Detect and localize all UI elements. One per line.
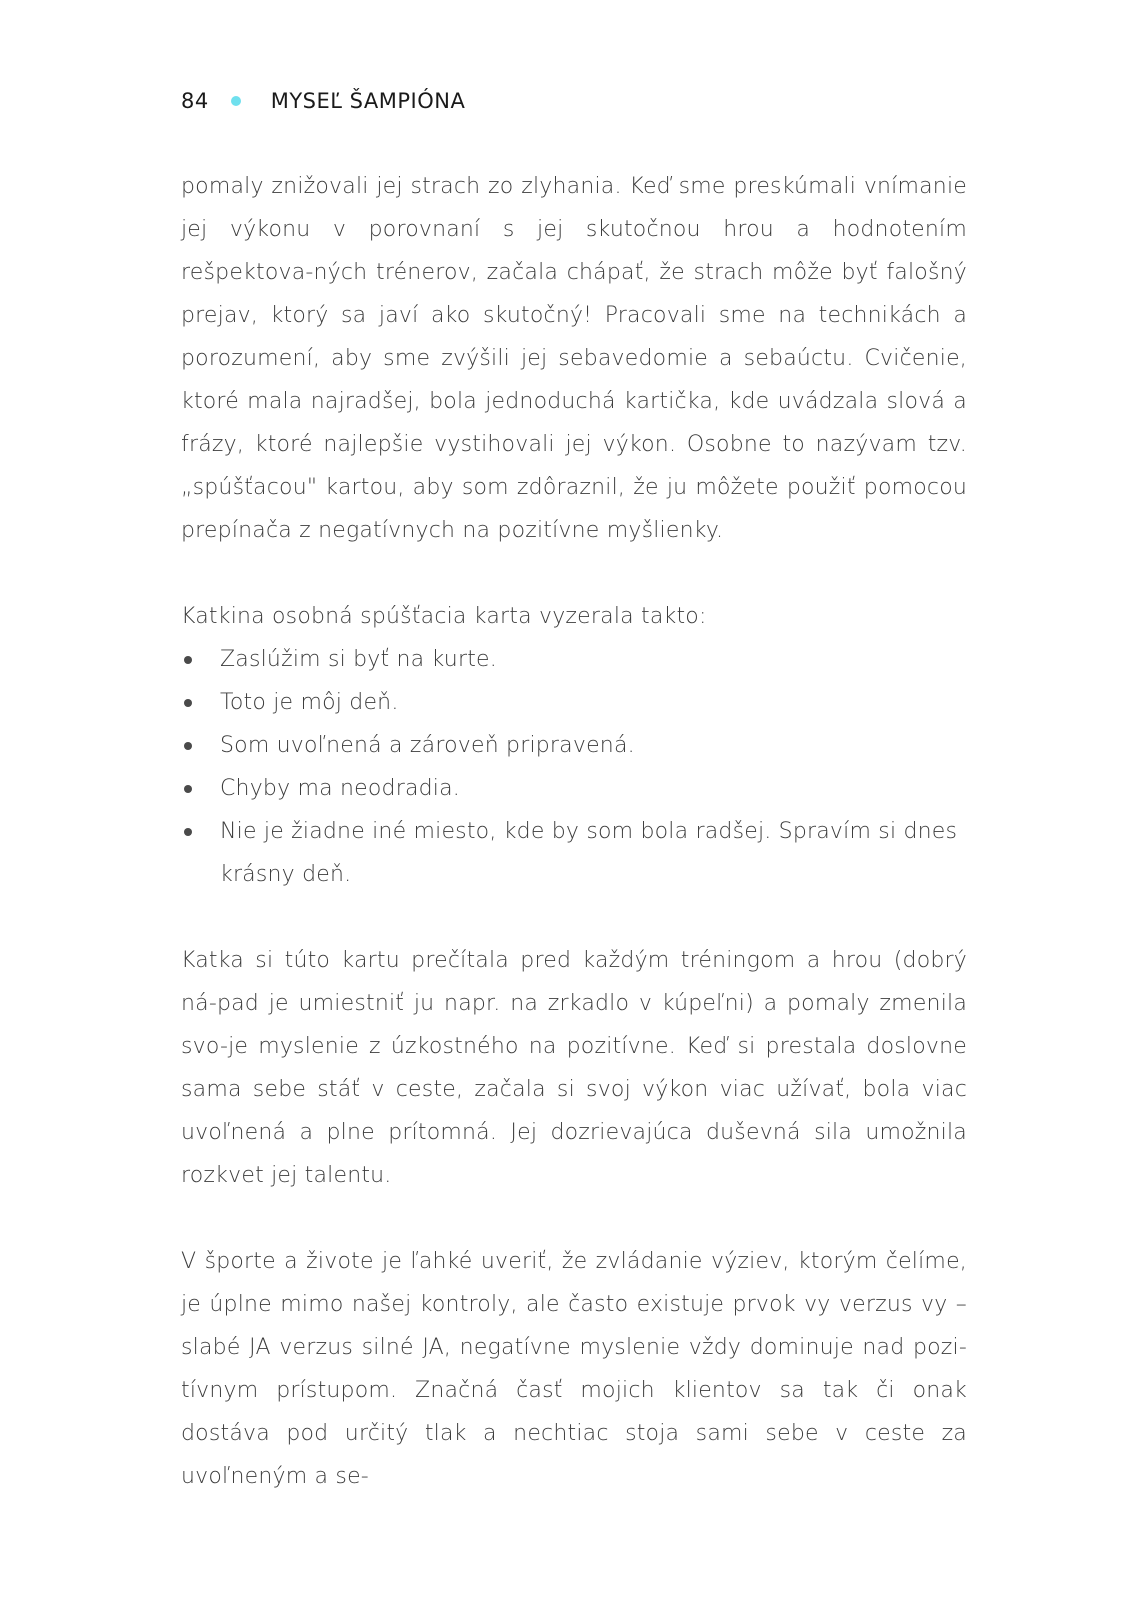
list-item-text: Toto je môj deň.: [220, 690, 399, 715]
paragraph: Katka si túto kartu prečítala pred každým tréningom a hrou (dobrý ná-pad je umiestniť ju napr. na zrkadlo v kúpeľni) a pomaly zmenila svo-je myslenie z úzkostného na pozitívne. Keď si prestala doslovne sama sebe stáť v ceste, začala si svoj výkon viac užívať, bola viac uvoľnená a plne prítomná. Jej dozrievajúca duševná sila umožnila rozkvet jej talentu.: [181, 948, 967, 1188]
list-item: [181, 681, 967, 724]
bullet-icon: [184, 742, 192, 750]
book-title: MYSEĽ ŠAMPIÓNA: [270, 89, 466, 113]
list-item: [181, 638, 967, 681]
page-body: [181, 165, 967, 1541]
header-dot-icon: [231, 96, 241, 106]
list-item-text: Chyby ma neodradia.: [220, 776, 460, 801]
trigger-card-list: [181, 638, 967, 896]
list-item: [181, 724, 967, 767]
list-item: [181, 767, 967, 810]
bullet-icon: [184, 699, 192, 707]
list-item-text: Zaslúžim si byť na kurte.: [220, 647, 497, 672]
bullet-icon: [184, 785, 192, 793]
bullet-icon: [184, 656, 192, 664]
paragraph: V športe a živote je ľahké uveriť, že zvládanie výziev, ktorým čelíme, je úplne mimo našej kontroly, ale často existuje prvok vy verzus vy – slabé JA verzus silné JA, negatívne myslenie vždy dominuje nad pozi-tívnym prístupom. Značná časť mojich klientov sa tak či onak dostáva pod určitý tlak a nechtiac stoja sami sebe v ceste za uvoľneným a se-: [181, 1249, 967, 1489]
page-number: 84: [181, 89, 209, 113]
list-item-text: Nie je žiadne iné miesto, kde by som bola radšej. Spravím si dnes krásny deň.: [220, 819, 958, 887]
list-item: [181, 810, 967, 896]
paragraph: pomaly znižovali jej strach zo zlyhania. Keď sme preskúmali vnímanie jej výkonu v porovnaní s jej skutočnou hrou a hodnotením rešpektova-ných trénerov, začala chápať, že strach môže byť falošný prejav, ktorý sa javí ako skutočný! Pracovali sme na technikách a porozumení, aby sme zvýšili jej sebavedomie a sebaúctu. Cvičenie, ktoré mala najradšej, bola jednoduchá kartička, kde uvádzala slová a frázy, ktoré najlepšie vystihovali jej výkon. Osobne to nazývam tzv. „spúšťacou" kartou, aby som zdôraznil, že ju môžete použiť pomocou prepínača z negatívnych na pozitívne myšlienky.: [181, 174, 967, 543]
paragraph-list-intro: Katkina osobná spúšťacia karta vyzerala takto:: [181, 604, 707, 629]
running-header: [181, 86, 465, 116]
list-item-text: Som uvoľnená a zároveň pripravená.: [220, 733, 635, 758]
bullet-icon: [184, 828, 192, 836]
